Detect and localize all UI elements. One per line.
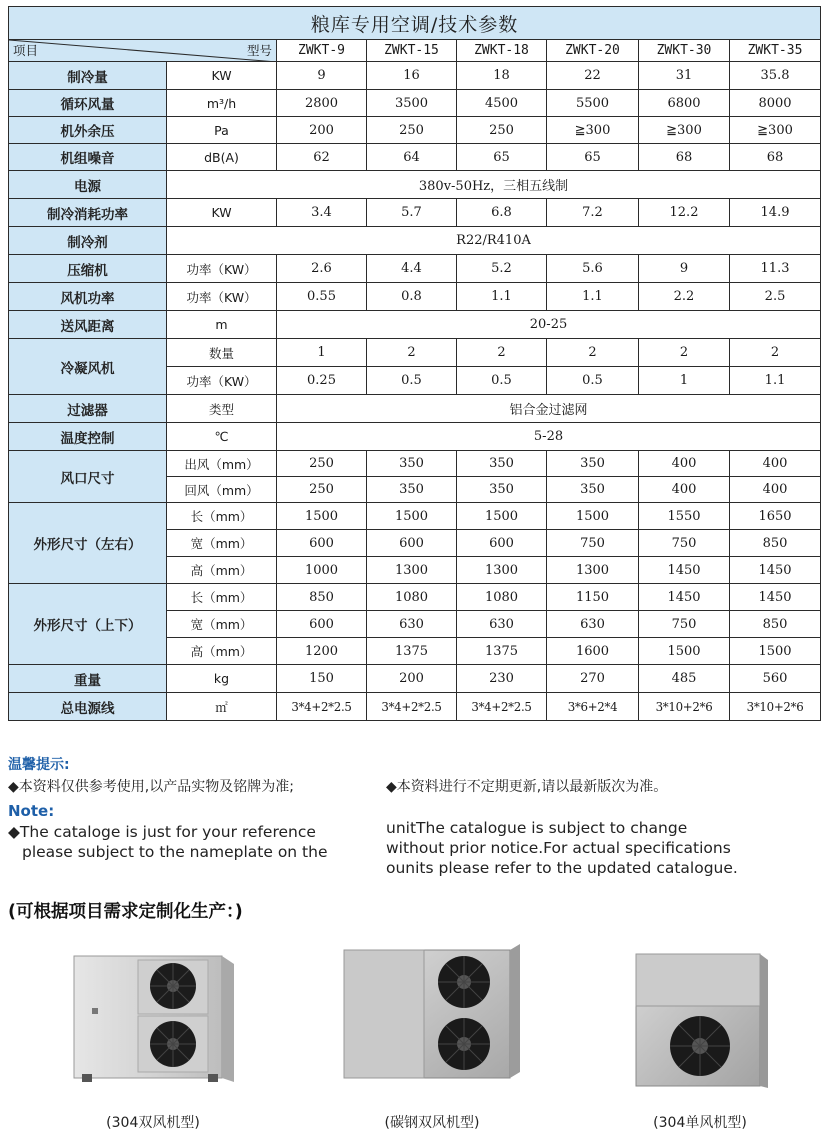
value-cell: 5500 bbox=[547, 90, 639, 117]
merged-value-cell: R22/R410A bbox=[167, 227, 821, 255]
value-cell: 68 bbox=[730, 144, 821, 171]
table-row bbox=[9, 255, 821, 283]
row-unit: 高（mm） bbox=[167, 557, 277, 584]
row-unit: ℃ bbox=[167, 423, 277, 451]
value-cell: 2 bbox=[367, 339, 457, 367]
value-cell: 2 bbox=[457, 339, 547, 367]
value-cell: 850 bbox=[730, 611, 821, 638]
value-cell: ≧300 bbox=[730, 117, 821, 144]
value-cell: 630 bbox=[367, 611, 457, 638]
value-cell: 1200 bbox=[277, 638, 367, 665]
value-cell: 350 bbox=[457, 451, 547, 477]
value-cell: 65 bbox=[457, 144, 547, 171]
value-cell: 200 bbox=[367, 665, 457, 693]
value-cell: 1550 bbox=[639, 503, 730, 530]
value-cell: 12.2 bbox=[639, 199, 730, 227]
model-header-cell: ZWKT-20 bbox=[547, 40, 639, 62]
value-cell: 8000 bbox=[730, 90, 821, 117]
row-unit: m³/h bbox=[167, 90, 277, 117]
value-cell: 0.5 bbox=[367, 367, 457, 395]
value-cell: 4.4 bbox=[367, 255, 457, 283]
note-en-right-2: without prior notice.For actual specifications bbox=[386, 839, 731, 857]
value-cell: 150 bbox=[277, 665, 367, 693]
value-cell: 3*4+2*2.5 bbox=[367, 693, 457, 721]
value-cell: 1080 bbox=[457, 584, 547, 611]
table-row bbox=[9, 62, 821, 90]
value-cell: 6800 bbox=[639, 90, 730, 117]
value-cell: 3*4+2*2.5 bbox=[277, 693, 367, 721]
value-cell: 5.6 bbox=[547, 255, 639, 283]
value-cell: 1000 bbox=[277, 557, 367, 584]
value-cell: 3500 bbox=[367, 90, 457, 117]
value-cell: 5.2 bbox=[457, 255, 547, 283]
value-cell: 200 bbox=[277, 117, 367, 144]
note-en-left-1: ◆The cataloge is just for your reference bbox=[8, 823, 316, 841]
notes-heading-en: Note: bbox=[8, 802, 55, 820]
value-cell: 2.6 bbox=[277, 255, 367, 283]
row-unit: 功率（KW） bbox=[167, 367, 277, 395]
value-cell: 3*6+2*4 bbox=[547, 693, 639, 721]
table-row bbox=[9, 395, 821, 423]
value-cell: 3*4+2*2.5 bbox=[457, 693, 547, 721]
table-row bbox=[9, 311, 821, 339]
value-cell: 1650 bbox=[730, 503, 821, 530]
value-cell: 2.2 bbox=[639, 283, 730, 311]
note-cn-1: ◆本资料仅供参考使用,以产品实物及铭牌为准; bbox=[8, 779, 294, 795]
value-cell: 600 bbox=[367, 530, 457, 557]
row-label: 外形尺寸（左右） bbox=[9, 503, 167, 584]
merged-value-cell: 5-28 bbox=[277, 423, 821, 451]
value-cell: 850 bbox=[277, 584, 367, 611]
value-cell: 850 bbox=[730, 530, 821, 557]
value-cell: 600 bbox=[277, 611, 367, 638]
value-cell: 750 bbox=[547, 530, 639, 557]
merged-value-cell: 铝合金过滤网 bbox=[277, 395, 821, 423]
value-cell: 350 bbox=[547, 451, 639, 477]
value-cell: 2.5 bbox=[730, 283, 821, 311]
row-label: 机组噪音 bbox=[9, 144, 167, 171]
product-caption-carbon-dual: (碳钢双风机型) bbox=[384, 1115, 480, 1131]
row-label: 电源 bbox=[9, 171, 167, 199]
row-label: 制冷剂 bbox=[9, 227, 167, 255]
value-cell: 350 bbox=[457, 477, 547, 503]
model-header-cell: ZWKT-15 bbox=[367, 40, 457, 62]
value-cell: 400 bbox=[639, 451, 730, 477]
row-unit: 功率（KW） bbox=[167, 283, 277, 311]
row-unit: dB(A) bbox=[167, 144, 277, 171]
value-cell: 1.1 bbox=[457, 283, 547, 311]
value-cell: 1500 bbox=[547, 503, 639, 530]
dual-fan-unit-icon bbox=[68, 950, 240, 1088]
model-header-cell: ZWKT-30 bbox=[639, 40, 730, 62]
note-en-right-1: unitThe catalogue is subject to change bbox=[386, 819, 688, 837]
value-cell: 1450 bbox=[730, 584, 821, 611]
row-unit: KW bbox=[167, 199, 277, 227]
value-cell: 9 bbox=[277, 62, 367, 90]
value-cell: 1 bbox=[639, 367, 730, 395]
row-unit: 出风（mm） bbox=[167, 451, 277, 477]
value-cell: 31 bbox=[639, 62, 730, 90]
product-caption-304-dual: (304双风机型) bbox=[106, 1115, 200, 1131]
header-item-label: 项目 bbox=[13, 43, 39, 58]
table-row bbox=[9, 40, 821, 62]
value-cell: 1300 bbox=[367, 557, 457, 584]
row-unit: KW bbox=[167, 62, 277, 90]
row-unit: 回风（mm） bbox=[167, 477, 277, 503]
value-cell: 18 bbox=[457, 62, 547, 90]
table-row bbox=[9, 90, 821, 117]
value-cell: 250 bbox=[367, 117, 457, 144]
value-cell: 1300 bbox=[457, 557, 547, 584]
value-cell: 64 bbox=[367, 144, 457, 171]
table-row bbox=[9, 117, 821, 144]
value-cell: 270 bbox=[547, 665, 639, 693]
row-unit: Pa bbox=[167, 117, 277, 144]
merged-value-cell: 20-25 bbox=[277, 311, 821, 339]
value-cell: 560 bbox=[730, 665, 821, 693]
row-label: 压缩机 bbox=[9, 255, 167, 283]
value-cell: 11.3 bbox=[730, 255, 821, 283]
row-label: 送风距离 bbox=[9, 311, 167, 339]
table-row bbox=[9, 423, 821, 451]
value-cell: 0.25 bbox=[277, 367, 367, 395]
row-unit: 长（mm） bbox=[167, 584, 277, 611]
table-title: 粮库专用空调/技术参数 bbox=[9, 7, 821, 40]
row-unit: 功率（KW） bbox=[167, 255, 277, 283]
value-cell: 1500 bbox=[367, 503, 457, 530]
value-cell: 400 bbox=[639, 477, 730, 503]
value-cell: 65 bbox=[547, 144, 639, 171]
value-cell: 630 bbox=[547, 611, 639, 638]
row-label: 总电源线 bbox=[9, 693, 167, 721]
value-cell: 250 bbox=[277, 451, 367, 477]
value-cell: 1.1 bbox=[547, 283, 639, 311]
row-unit: 长（mm） bbox=[167, 503, 277, 530]
value-cell: 9 bbox=[639, 255, 730, 283]
row-label: 制冷量 bbox=[9, 62, 167, 90]
product-caption-304-single: (304单风机型) bbox=[653, 1115, 747, 1131]
value-cell: 1450 bbox=[639, 557, 730, 584]
value-cell: 1150 bbox=[547, 584, 639, 611]
spec-table bbox=[8, 6, 821, 721]
table-row bbox=[9, 199, 821, 227]
value-cell: 750 bbox=[639, 611, 730, 638]
value-cell: 1500 bbox=[457, 503, 547, 530]
value-cell: 2 bbox=[639, 339, 730, 367]
value-cell: 0.5 bbox=[547, 367, 639, 395]
value-cell: 35.8 bbox=[730, 62, 821, 90]
row-unit: ㎡ bbox=[167, 693, 277, 721]
value-cell: 2 bbox=[547, 339, 639, 367]
notes-heading-cn: 温馨提示: bbox=[8, 757, 70, 773]
dual-fan-unit-icon bbox=[340, 940, 524, 1088]
row-label: 过滤器 bbox=[9, 395, 167, 423]
row-unit: 数量 bbox=[167, 339, 277, 367]
value-cell: 3*10+2*6 bbox=[639, 693, 730, 721]
value-cell: 6.8 bbox=[457, 199, 547, 227]
row-label: 制冷消耗功率 bbox=[9, 199, 167, 227]
value-cell: 0.8 bbox=[367, 283, 457, 311]
table-row bbox=[9, 283, 821, 311]
value-cell: 750 bbox=[639, 530, 730, 557]
note-en-right-3: ounits please refer to the updated catalogue. bbox=[386, 859, 738, 877]
value-cell: 16 bbox=[367, 62, 457, 90]
row-unit: m bbox=[167, 311, 277, 339]
note-en-left-2: please subject to the nameplate on the bbox=[22, 843, 328, 861]
model-header-cell: ZWKT-9 bbox=[277, 40, 367, 62]
value-cell: 1.1 bbox=[730, 367, 821, 395]
value-cell: 3.4 bbox=[277, 199, 367, 227]
row-unit: 宽（mm） bbox=[167, 530, 277, 557]
row-label: 温度控制 bbox=[9, 423, 167, 451]
note-en-right bbox=[386, 818, 806, 878]
value-cell: 1 bbox=[277, 339, 367, 367]
value-cell: 22 bbox=[547, 62, 639, 90]
value-cell: 350 bbox=[547, 477, 639, 503]
row-label: 风口尺寸 bbox=[9, 451, 167, 503]
value-cell: 1500 bbox=[639, 638, 730, 665]
table-row bbox=[9, 144, 821, 171]
row-unit: 类型 bbox=[167, 395, 277, 423]
value-cell: 230 bbox=[457, 665, 547, 693]
value-cell: 1500 bbox=[730, 638, 821, 665]
value-cell: 2800 bbox=[277, 90, 367, 117]
model-header-cell: ZWKT-35 bbox=[730, 40, 821, 62]
value-cell: 600 bbox=[457, 530, 547, 557]
row-label: 风机功率 bbox=[9, 283, 167, 311]
row-label: 外形尺寸（上下） bbox=[9, 584, 167, 665]
header-corner-cell bbox=[9, 40, 277, 62]
value-cell: 485 bbox=[639, 665, 730, 693]
value-cell: 1375 bbox=[457, 638, 547, 665]
header-model-label: 型号 bbox=[246, 43, 272, 58]
table-row bbox=[9, 7, 821, 40]
row-label: 重量 bbox=[9, 665, 167, 693]
value-cell: 4500 bbox=[457, 90, 547, 117]
row-unit: 宽（mm） bbox=[167, 611, 277, 638]
value-cell: ≧300 bbox=[639, 117, 730, 144]
value-cell: ≧300 bbox=[547, 117, 639, 144]
value-cell: 62 bbox=[277, 144, 367, 171]
value-cell: 630 bbox=[457, 611, 547, 638]
table-row bbox=[9, 227, 821, 255]
value-cell: 400 bbox=[730, 477, 821, 503]
table-row bbox=[9, 665, 821, 693]
merged-value-cell: 380v-50Hz，三相五线制 bbox=[167, 171, 821, 199]
row-label: 循环风量 bbox=[9, 90, 167, 117]
table-row bbox=[9, 584, 821, 611]
value-cell: 5.7 bbox=[367, 199, 457, 227]
value-cell: 250 bbox=[457, 117, 547, 144]
table-row bbox=[9, 339, 821, 367]
value-cell: 1600 bbox=[547, 638, 639, 665]
value-cell: 1375 bbox=[367, 638, 457, 665]
value-cell: 1300 bbox=[547, 557, 639, 584]
table-row bbox=[9, 171, 821, 199]
row-unit: 高（mm） bbox=[167, 638, 277, 665]
value-cell: 0.5 bbox=[457, 367, 547, 395]
value-cell: 0.55 bbox=[277, 283, 367, 311]
value-cell: 2 bbox=[730, 339, 821, 367]
value-cell: 350 bbox=[367, 451, 457, 477]
value-cell: 400 bbox=[730, 451, 821, 477]
row-label: 机外余压 bbox=[9, 117, 167, 144]
value-cell: 1500 bbox=[277, 503, 367, 530]
value-cell: 1450 bbox=[730, 557, 821, 584]
value-cell: 68 bbox=[639, 144, 730, 171]
note-cn-2: ◆本资料进行不定期更新,请以最新版次为准。 bbox=[386, 779, 668, 795]
value-cell: 250 bbox=[277, 477, 367, 503]
value-cell: 350 bbox=[367, 477, 457, 503]
row-label: 冷凝风机 bbox=[9, 339, 167, 395]
row-unit: kg bbox=[167, 665, 277, 693]
value-cell: 14.9 bbox=[730, 199, 821, 227]
table-row bbox=[9, 451, 821, 477]
value-cell: 600 bbox=[277, 530, 367, 557]
value-cell: 1450 bbox=[639, 584, 730, 611]
model-header-cell: ZWKT-18 bbox=[457, 40, 547, 62]
value-cell: 3*10+2*6 bbox=[730, 693, 821, 721]
table-row bbox=[9, 503, 821, 530]
value-cell: 1080 bbox=[367, 584, 457, 611]
custom-production-heading: (可根据项目需求定制化生产：) bbox=[8, 902, 243, 922]
single-fan-unit-icon bbox=[628, 950, 774, 1092]
table-row bbox=[9, 693, 821, 721]
value-cell: 7.2 bbox=[547, 199, 639, 227]
note-en-left bbox=[8, 822, 368, 862]
